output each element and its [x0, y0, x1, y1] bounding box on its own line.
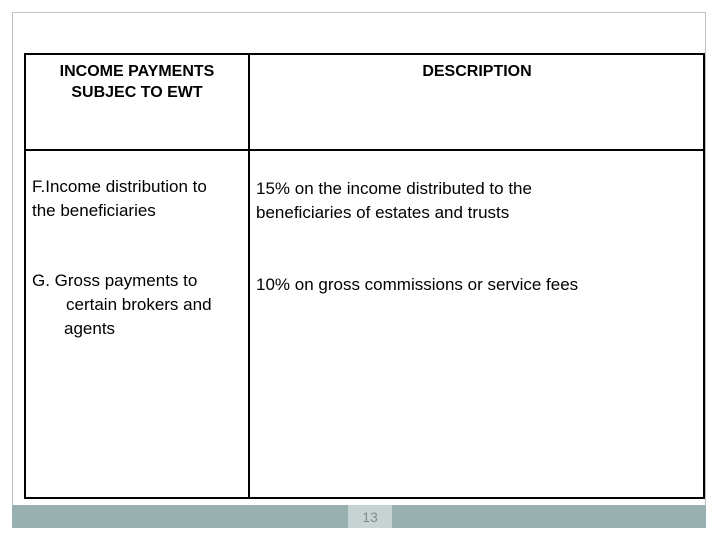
- header-description: DESCRIPTION: [422, 63, 532, 80]
- header-row-divider: [26, 149, 703, 151]
- column-divider: [248, 55, 250, 497]
- footer-bar: [12, 505, 706, 528]
- row-f-income-payment: [32, 175, 246, 223]
- row-f-description-line2: beneficiaries of estates and trusts: [256, 203, 510, 222]
- row-f-description-line1: 15% on the income distributed to the: [256, 179, 532, 198]
- row-f-income-line2: the beneficiaries: [32, 201, 156, 220]
- row-f-description: [256, 177, 696, 225]
- row-g-income-line1: G. Gross payments to: [32, 271, 198, 290]
- page-number-tab: [348, 505, 392, 528]
- ewt-table: [24, 53, 705, 499]
- row-g-description: [256, 273, 696, 297]
- row-f-income-line1: F.Income distribution to: [32, 177, 207, 196]
- row-g-description-line1: 10% on gross commissions or service fees: [256, 275, 579, 294]
- page-number: 13: [362, 509, 378, 525]
- header-income-payments: INCOME PAYMENTS SUBJEC TO EWT: [59, 63, 215, 101]
- row-g-income-line2: certain brokers and: [66, 295, 212, 314]
- row-g-income-line3: agents: [64, 319, 116, 338]
- row-g-income-payment: [32, 269, 246, 341]
